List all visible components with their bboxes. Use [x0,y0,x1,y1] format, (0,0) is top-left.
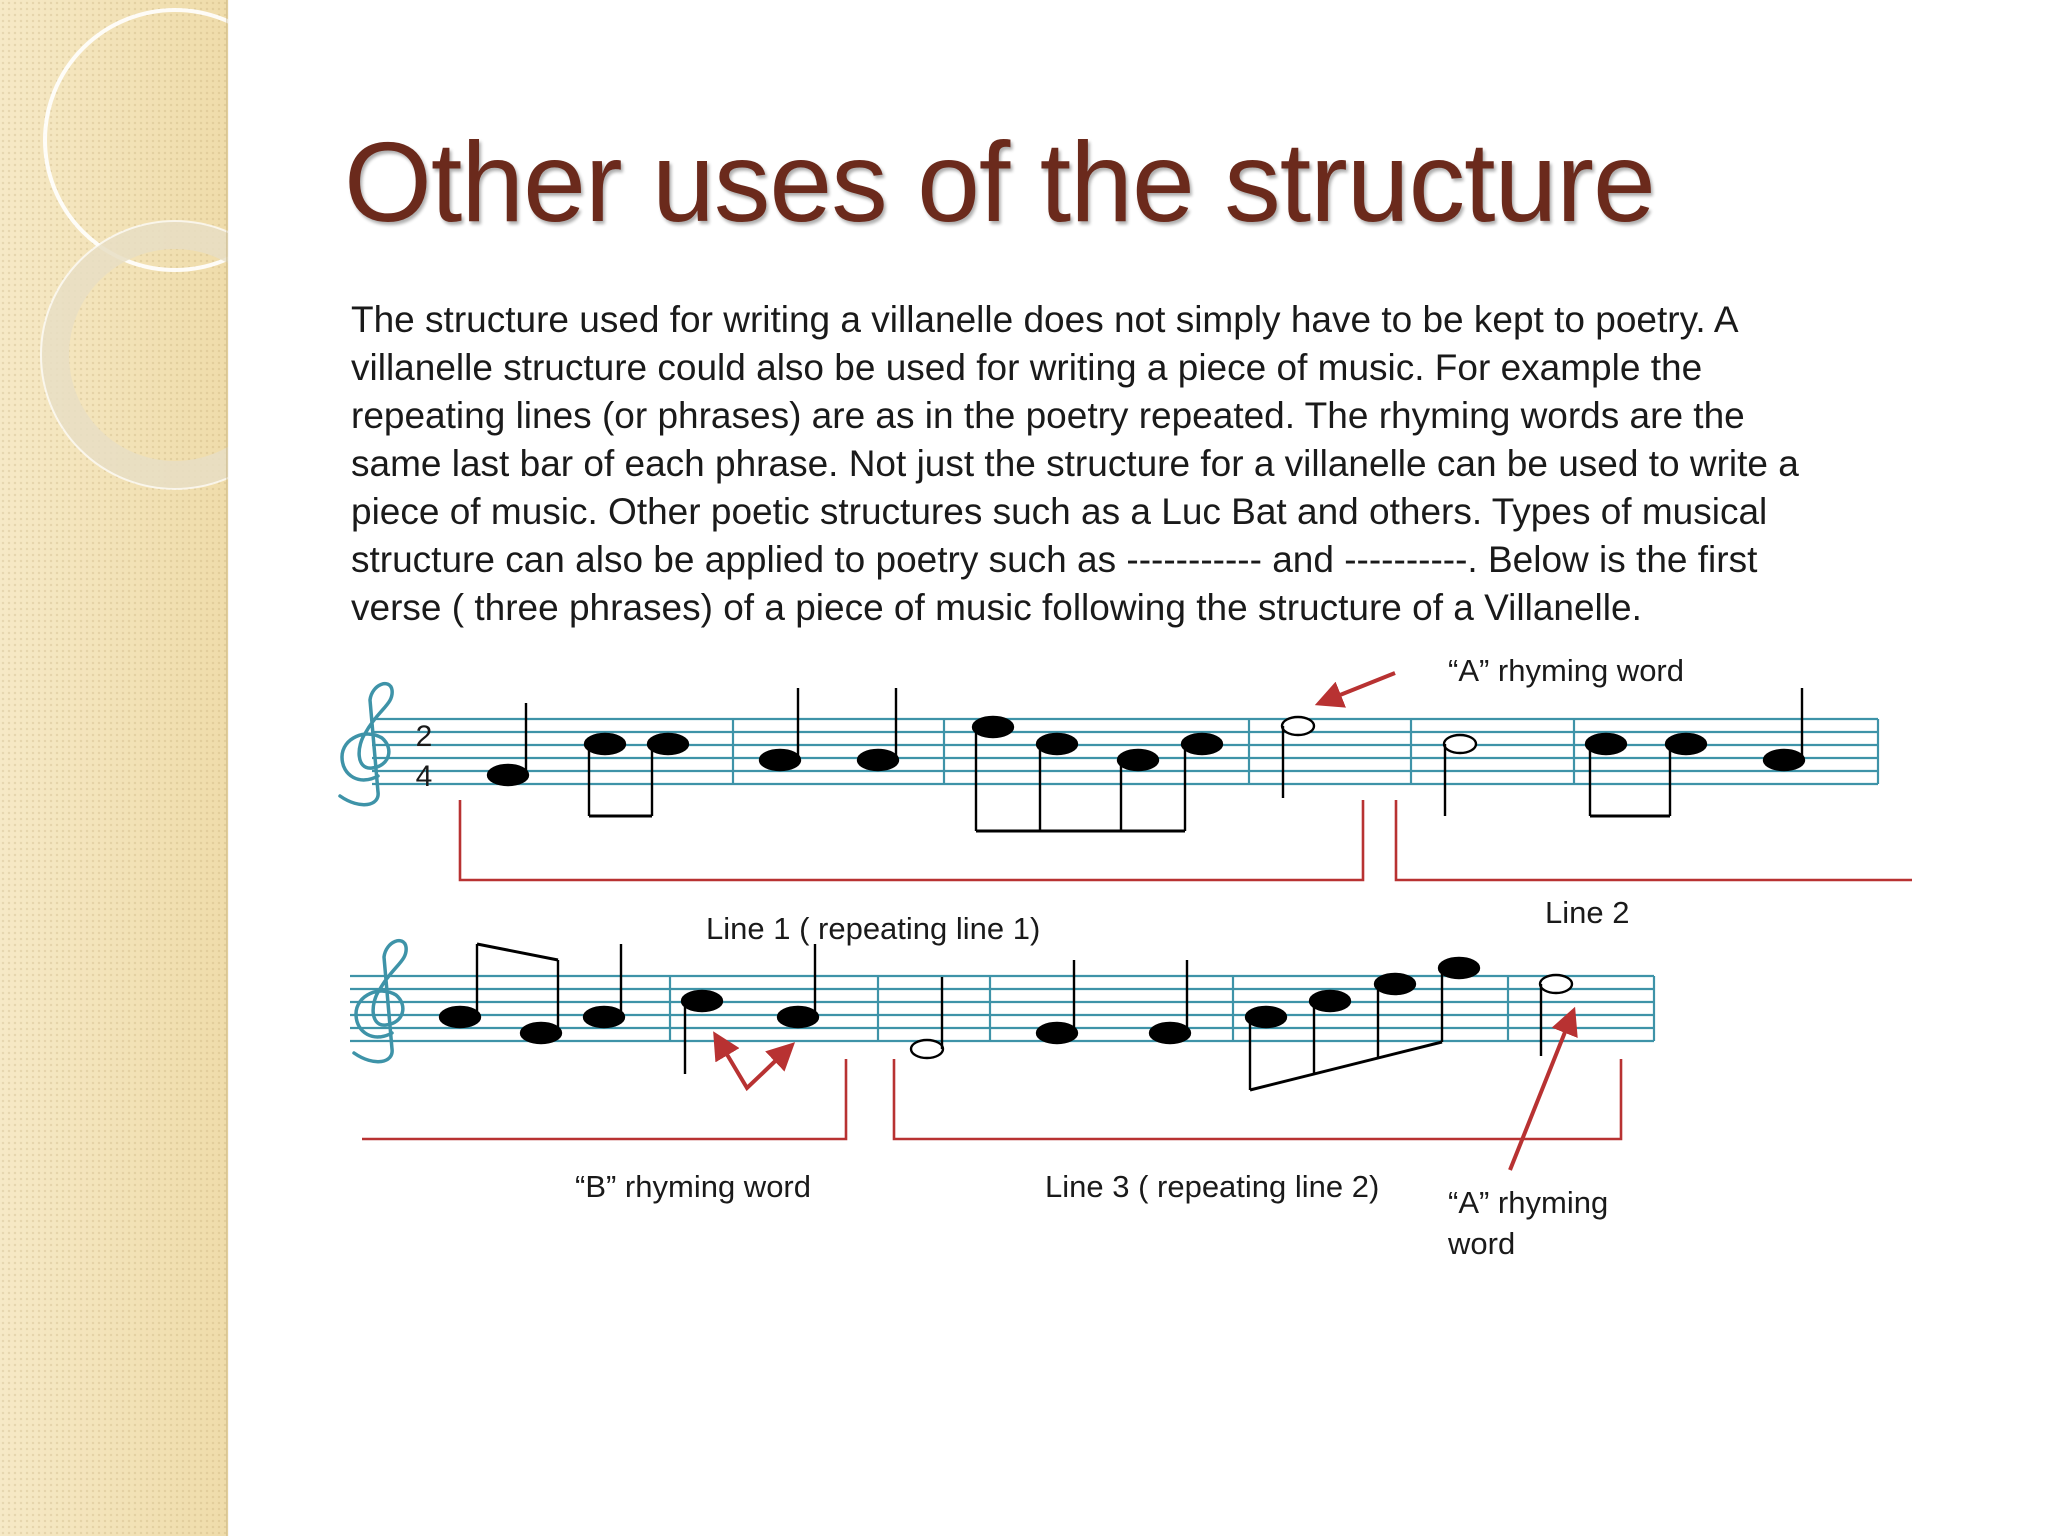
line-2-label: Line 2 [1545,895,1630,930]
note-head [760,750,800,770]
note-head [682,991,722,1011]
staff-2 [350,941,1654,1170]
line-1-end-bracket [362,1059,846,1139]
note-head [648,734,688,754]
a-rhyming-word-label-bottom: “A” rhyming [1448,1185,1609,1220]
note-head [858,750,898,770]
a-rhyming-word-label-bottom-2: word [1448,1226,1516,1261]
note-head [1586,734,1626,754]
staff-2-notes [440,944,1572,1090]
line-1-bracket [460,800,1363,880]
time-signature-top: 2 [415,720,433,753]
note-head [1118,750,1158,770]
note-head [1310,991,1350,1011]
note-head [1246,1007,1286,1027]
note-head [521,1023,561,1043]
a-rhyming-word-label-top: “A” rhyming word [1448,653,1684,688]
note-head [1764,750,1804,770]
note-head [1037,734,1077,754]
line-2-bracket [1396,800,1912,880]
note-head [440,1007,480,1027]
note-head [1150,1023,1190,1043]
note-head [584,1007,624,1027]
slide-title: Other uses of the structure [344,119,1655,245]
note-head [778,1007,818,1027]
time-signature-bottom: 4 [415,760,433,793]
b-rhyming-word-label: “B” rhyming word [575,1169,811,1204]
note-head [1666,734,1706,754]
note-head [585,734,625,754]
line-3-bracket [894,1059,1621,1139]
staff-1 [340,673,1912,880]
note-head [488,765,528,785]
note-head [973,717,1013,737]
line-3-label: Line 3 ( repeating line 2) [1045,1169,1380,1204]
note-head [1439,958,1479,978]
note-head [1037,1023,1077,1043]
note-head [1182,734,1222,754]
half-note-head [1444,735,1476,753]
staff-1-notes [488,688,1804,831]
b-rhyme-arrows [716,1036,791,1088]
half-note-head [1540,975,1572,993]
rhyme-arrow-top [1320,673,1395,703]
half-note-head [1282,717,1314,735]
slide-body-text: The structure used for writing a villanelle does not simply have to be kept to poetry. A villanelle structure could also be used for writing a piece of music. For example the repeating lines (or phrases) are as in the poetry repeated. The rhyming words are the same last bar of each phrase. Not just the structure for a villanelle can be used to write a piece of music. Other poetic structures such as a Luc Bat and others. Types of musical structure can also be applied to poetry such as ----------- and ----------. Below is the first verse ( three phrases) of a piece of music following the structure of a Villanelle. [351,299,1799,628]
note-head [1375,974,1415,994]
staff-2-brackets [362,1059,1621,1139]
half-note-head [911,1040,943,1058]
line-1-label: Line 1 ( repeating line 1) [706,911,1041,946]
